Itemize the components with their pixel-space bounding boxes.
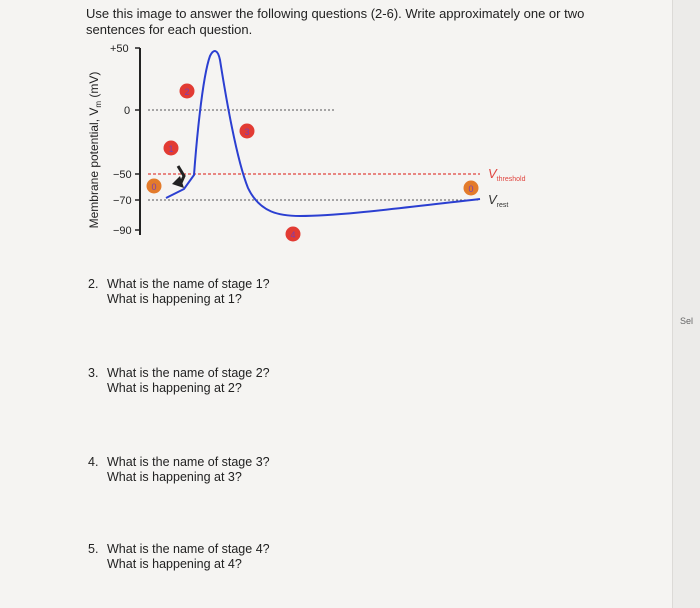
question-3-line1: What is the name of stage 2?: [107, 366, 270, 380]
y-axis-label: Membrane potential, $V_m$ (mV): [87, 71, 103, 229]
action-potential-figure: [80, 38, 550, 248]
question-3: 3. What is the name of stage 2? What is happening at 2?: [88, 366, 270, 395]
stage-marker-1: [164, 141, 179, 156]
action-potential-curve: [166, 51, 480, 216]
side-tab-label[interactable]: Sel: [680, 316, 694, 326]
stage-marker-3: [240, 124, 255, 139]
tick-label-minus50: −50: [113, 169, 132, 181]
stage-marker-0-right: [464, 181, 479, 196]
question-3-line2: What is happening at 2?: [107, 381, 242, 395]
stage-marker-0-left: [147, 179, 162, 194]
svg-text:2: 2: [184, 87, 190, 97]
question-4-line1: What is the name of stage 3?: [107, 455, 270, 469]
question-4: 4. What is the name of stage 3? What is happening at 3?: [88, 455, 270, 484]
svg-text:4: 4: [290, 230, 296, 240]
question-4-line2: What is happening at 3?: [107, 470, 242, 484]
tick-label-minus70: −70: [113, 195, 132, 207]
question-5: 5. What is the name of stage 4? What is happening at 4?: [88, 542, 270, 571]
question-2-line1: What is the name of stage 1?: [107, 277, 270, 291]
side-panel: [672, 0, 700, 608]
instructions-text: Use this image to answer the following questions (2-6). Write approximately one or two sentences for each question.: [86, 6, 585, 37]
v-rest-label: Vrest: [488, 192, 509, 209]
question-5-line1: What is the name of stage 4?: [107, 542, 270, 556]
question-5-line2: What is happening at 4?: [107, 557, 242, 571]
svg-text:0: 0: [151, 182, 157, 192]
svg-text:3: 3: [244, 127, 250, 137]
question-2: 2. What is the name of stage 1? What is happening at 1?: [88, 277, 270, 306]
stage-marker-2: [180, 84, 195, 99]
svg-text:1: 1: [168, 144, 174, 154]
tick-label-0: 0: [124, 105, 131, 117]
stage-marker-4: [286, 227, 301, 242]
question-2-line2: What is happening at 1?: [107, 292, 242, 306]
tick-label-plus50: +50: [110, 43, 129, 55]
svg-text:0: 0: [468, 184, 474, 194]
tick-label-minus90: −90: [113, 225, 132, 237]
v-threshold-label: Vthreshold: [488, 166, 526, 183]
